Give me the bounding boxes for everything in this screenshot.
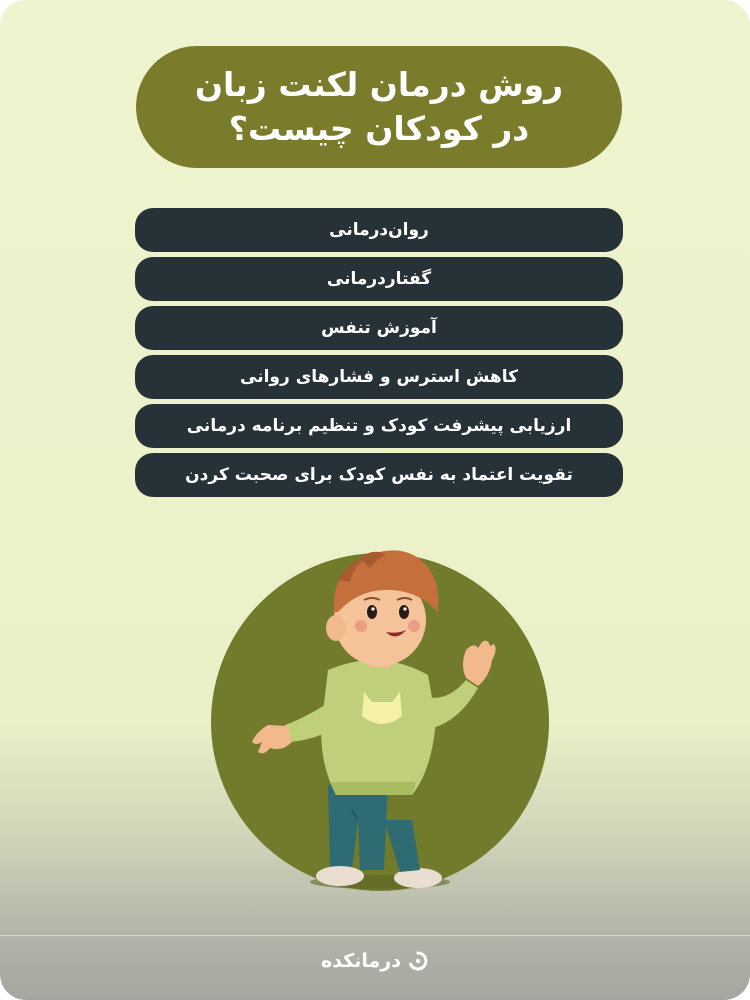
methods-list xyxy=(135,208,623,502)
method-item xyxy=(135,453,623,497)
waving-boy-illustration xyxy=(0,520,750,900)
method-label: روان‌درمانی xyxy=(329,220,429,240)
title-line-1: روش درمان لکنت زبان xyxy=(194,65,564,104)
method-label: آموزش تنفس xyxy=(321,318,437,338)
method-item xyxy=(135,355,623,399)
method-label: ارزیابی پیشرفت کودک و تنظیم برنامه درمانی xyxy=(186,416,572,436)
page-title xyxy=(195,63,563,151)
method-item xyxy=(135,404,623,448)
brand-logo-icon xyxy=(407,950,429,972)
footer-divider xyxy=(0,935,750,936)
brand-footer xyxy=(0,950,750,972)
method-label: گفتاردرمانی xyxy=(326,269,432,289)
method-label: تقویت اعتماد به نفس کودک برای صحبت کردن xyxy=(185,465,573,485)
title-banner xyxy=(136,46,622,168)
method-item xyxy=(135,208,623,252)
brand-name: درمانکده xyxy=(321,950,401,972)
method-item xyxy=(135,257,623,301)
title-line-2: در کودکان چیست؟ xyxy=(228,109,530,148)
method-label: کاهش استرس و فشارهای روانی xyxy=(240,367,518,387)
method-item xyxy=(135,306,623,350)
